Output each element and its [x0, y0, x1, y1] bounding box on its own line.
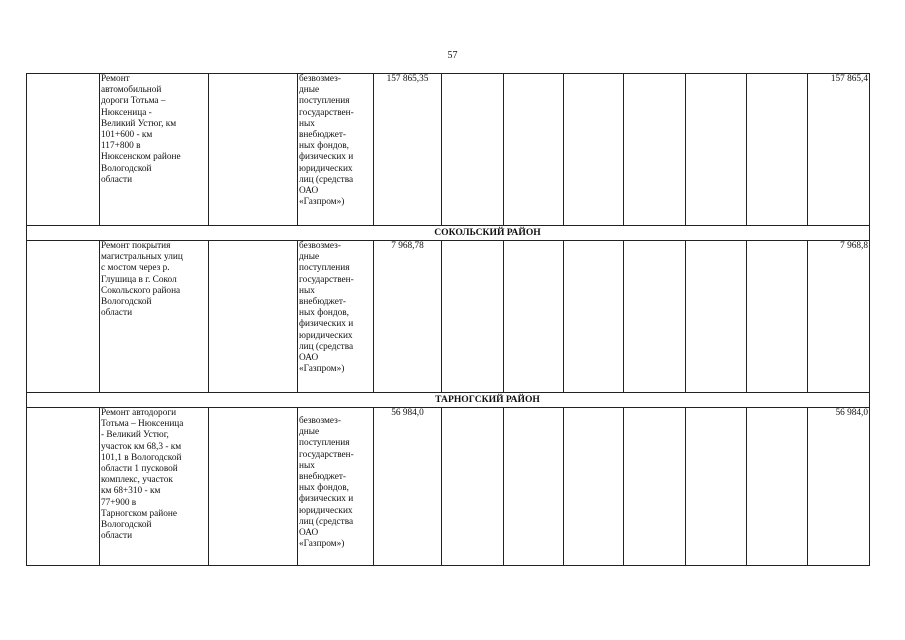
empty-cell	[686, 74, 747, 226]
empty-cell	[564, 74, 624, 226]
empty-cell	[564, 241, 624, 393]
project-name-cell: Ремонт автодороги Тотьма – Нюксеница - Великий Устюг, участок км 68,3 - км 101,1 в Вологодской области 1 пусковой комплекс, участок км 68+310 - км 77+900 в Тарногском районе Вологодской области	[100, 408, 209, 566]
project-name-cell: Ремонт покрытия магистральных улиц с мостом через р. Глушица в г. Сокол Сокольского района Вологодской области	[100, 241, 209, 393]
empty-cell	[504, 408, 564, 566]
funding-source-cell: безвозмез- дные поступления государствен- ных внебюджет- ных фондов, физических и юридических лиц (средства ОАО «Газпром»)	[298, 408, 374, 566]
budget-table	[26, 73, 870, 566]
empty-cell	[27, 408, 100, 566]
empty-cell	[504, 241, 564, 393]
empty-cell	[209, 408, 298, 566]
empty-cell	[564, 408, 624, 566]
section-header-row	[27, 226, 870, 241]
total-cell: 56 984,0	[808, 408, 870, 566]
empty-cell	[747, 408, 808, 566]
table-row	[27, 74, 870, 226]
funding-source-cell: безвозмез- дные поступления государствен- ных внебюджет- ных фондов, физических и юридических лиц (средства ОАО «Газпром»)	[298, 74, 374, 226]
amount-cell: 7 968,78	[374, 241, 442, 393]
total-cell: 7 968,8	[808, 241, 870, 393]
empty-cell	[747, 241, 808, 393]
empty-cell	[504, 74, 564, 226]
total-cell: 157 865,4	[808, 74, 870, 226]
funding-source-cell: безвозмез- дные поступления государствен- ных внебюджет- ных фондов, физических и юридических лиц (средства ОАО «Газпром»)	[298, 241, 374, 393]
amount-cell: 56 984,0	[374, 408, 442, 566]
empty-cell	[686, 241, 747, 393]
amount-cell: 157 865,35	[374, 74, 442, 226]
project-name-cell: Ремонт автомобильной дороги Тотьма – Нюксеница - Великий Устюг, км 101+600 - км 117+800 в Нюксенском районе Вологодской области	[100, 74, 209, 226]
empty-cell	[27, 241, 100, 393]
table-row	[27, 408, 870, 566]
empty-cell	[686, 408, 747, 566]
empty-cell	[209, 74, 298, 226]
empty-cell	[442, 408, 504, 566]
empty-cell	[27, 74, 100, 226]
empty-cell	[442, 74, 504, 226]
empty-cell	[747, 74, 808, 226]
section-title: ТАРНОГСКИЙ РАЙОН	[27, 393, 870, 408]
empty-cell	[624, 408, 686, 566]
page-number: 57	[447, 50, 458, 61]
empty-cell	[624, 74, 686, 226]
empty-cell	[442, 241, 504, 393]
section-header-row	[27, 393, 870, 408]
section-title: СОКОЛЬСКИЙ РАЙОН	[27, 226, 870, 241]
table-row	[27, 241, 870, 393]
empty-cell	[209, 241, 298, 393]
empty-cell	[624, 241, 686, 393]
